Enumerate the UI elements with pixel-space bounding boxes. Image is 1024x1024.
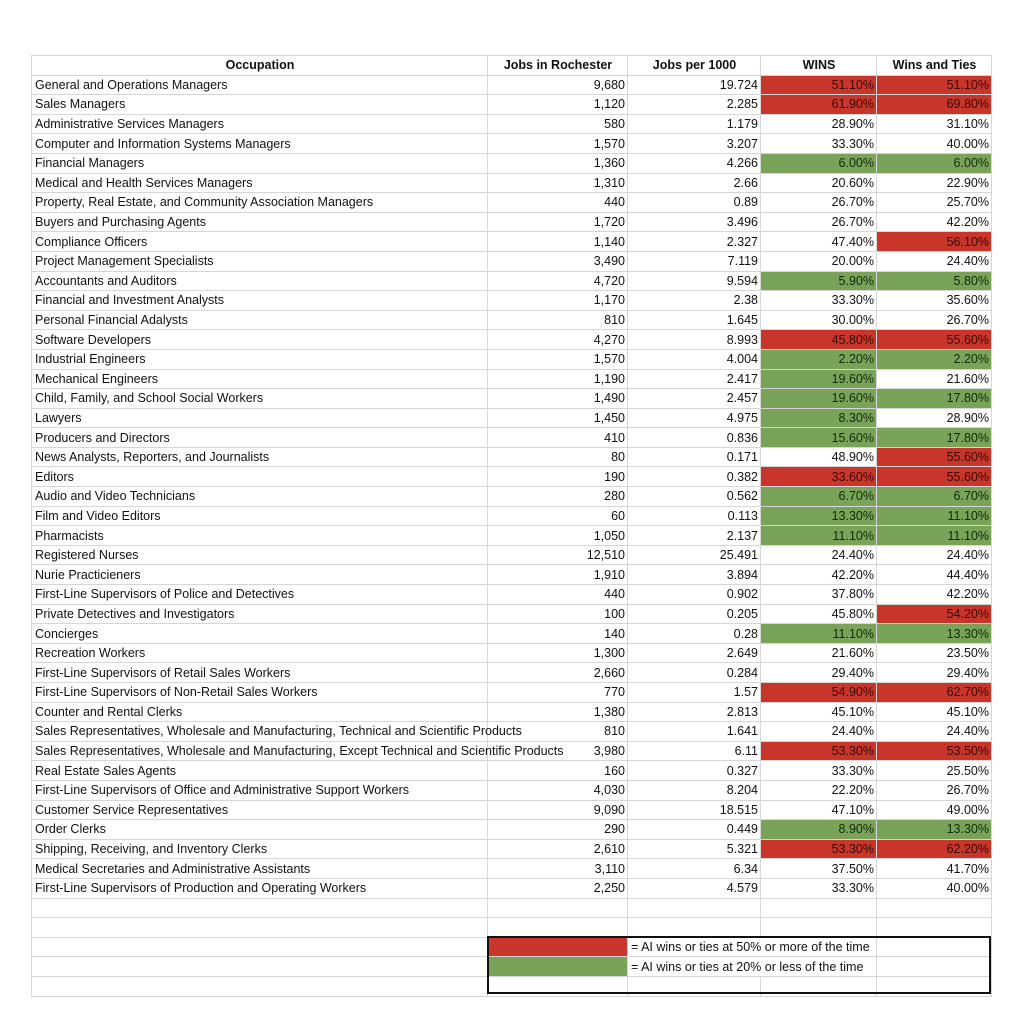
wins-cell[interactable]: 19.60% xyxy=(761,389,877,409)
wins-cell[interactable]: 24.40% xyxy=(761,722,877,742)
empty-cell[interactable] xyxy=(877,937,992,957)
jobs-per-1000-cell[interactable]: 1.645 xyxy=(628,310,761,330)
empty-cell[interactable] xyxy=(761,976,877,996)
table-row xyxy=(32,447,992,467)
jobs-cell[interactable]: 810 xyxy=(488,310,628,330)
wins-cell[interactable]: 29.40% xyxy=(761,663,877,683)
jobs-cell[interactable]: 1,300 xyxy=(488,643,628,663)
empty-cell[interactable] xyxy=(877,918,992,938)
occupation-cell[interactable]: Counter and Rental Clerks xyxy=(32,702,488,722)
table-row xyxy=(32,251,992,271)
occupation-cell[interactable]: Real Estate Sales Agents xyxy=(32,761,488,781)
wins-and-ties-cell[interactable]: 5.80% xyxy=(877,271,992,291)
empty-cell[interactable] xyxy=(761,918,877,938)
occupation-cell[interactable]: Software Developers xyxy=(32,330,488,350)
table-row xyxy=(32,624,992,644)
jobs-per-1000-cell[interactable]: 0.171 xyxy=(628,447,761,467)
occupation-cell[interactable]: First-Line Supervisors of Production and Operating Workers xyxy=(32,878,488,898)
wins-and-ties-cell[interactable]: 21.60% xyxy=(877,369,992,389)
jobs-cell[interactable]: 410 xyxy=(488,428,628,448)
occupation-cell[interactable]: Personal Financial Adalysts xyxy=(32,310,488,330)
occupation-cell[interactable]: Project Management Specialists xyxy=(32,251,488,271)
table-row xyxy=(32,722,992,742)
jobs-per-1000-cell[interactable]: 2.327 xyxy=(628,232,761,252)
jobs-per-1000-cell[interactable]: 0.449 xyxy=(628,820,761,840)
jobs-per-1000-cell[interactable]: 2.649 xyxy=(628,643,761,663)
table-row xyxy=(32,683,992,703)
jobs-cell[interactable]: 4,030 xyxy=(488,780,628,800)
wins-and-ties-cell[interactable]: 17.80% xyxy=(877,389,992,409)
legend-row-red xyxy=(32,937,992,957)
wins-cell[interactable]: 53.30% xyxy=(761,839,877,859)
jobs-cell[interactable]: 140 xyxy=(488,624,628,644)
jobs-cell[interactable]: 80 xyxy=(488,447,628,467)
jobs-cell[interactable]: 12,510 xyxy=(488,545,628,565)
jobs-per-1000-cell[interactable]: 25.491 xyxy=(628,545,761,565)
table-row xyxy=(32,506,992,526)
occupation-cell[interactable]: General and Operations Managers xyxy=(32,75,488,95)
jobs-per-1000-cell[interactable]: 7.119 xyxy=(628,251,761,271)
table-row xyxy=(32,859,992,879)
wins-cell[interactable]: 45.80% xyxy=(761,330,877,350)
legend-swatch-green xyxy=(488,957,628,977)
table-row xyxy=(32,232,992,252)
empty-cell[interactable] xyxy=(628,976,761,996)
occupation-cell[interactable]: Private Detectives and Investigators xyxy=(32,604,488,624)
wins-cell[interactable]: 51.10% xyxy=(761,75,877,95)
table-row xyxy=(32,95,992,115)
jobs-per-1000-cell[interactable]: 1.57 xyxy=(628,683,761,703)
wins-and-ties-cell[interactable]: 13.30% xyxy=(877,624,992,644)
jobs-cell[interactable]: 1,190 xyxy=(488,369,628,389)
empty-cell[interactable] xyxy=(32,976,488,996)
table-row xyxy=(32,134,992,154)
empty-cell[interactable] xyxy=(628,898,761,918)
jobs-cell[interactable]: 2,660 xyxy=(488,663,628,683)
wins-cell[interactable]: 33.30% xyxy=(761,761,877,781)
jobs-cell[interactable]: 4,270 xyxy=(488,330,628,350)
wins-cell[interactable]: 2.20% xyxy=(761,349,877,369)
empty-row xyxy=(32,976,992,996)
jobs-per-1000-cell[interactable]: 0.113 xyxy=(628,506,761,526)
occupation-cell[interactable]: Sales Representatives, Wholesale and Manufacturing, Technical and Scientific Products xyxy=(32,722,488,742)
wins-cell[interactable]: 11.10% xyxy=(761,526,877,546)
spreadsheet xyxy=(31,55,991,997)
jobs-cell[interactable]: 1,910 xyxy=(488,565,628,585)
empty-row xyxy=(32,918,992,938)
table-row xyxy=(32,565,992,585)
wins-and-ties-cell[interactable]: 25.50% xyxy=(877,761,992,781)
jobs-cell[interactable]: 1,120 xyxy=(488,95,628,115)
empty-cell[interactable] xyxy=(32,937,488,957)
header-occupation[interactable]: Occupation xyxy=(32,56,488,76)
jobs-cell[interactable]: 290 xyxy=(488,820,628,840)
wins-cell[interactable]: 61.90% xyxy=(761,95,877,115)
wins-cell[interactable]: 13.30% xyxy=(761,506,877,526)
occupation-cell[interactable]: Financial and Investment Analysts xyxy=(32,291,488,311)
occupation-cell[interactable]: Medical Secretaries and Administrative Assistants xyxy=(32,859,488,879)
jobs-cell[interactable]: 1,450 xyxy=(488,408,628,428)
jobs-per-1000-cell[interactable]: 2.285 xyxy=(628,95,761,115)
jobs-per-1000-cell[interactable]: 3.894 xyxy=(628,565,761,585)
jobs-cell[interactable]: 1,720 xyxy=(488,212,628,232)
table-row xyxy=(32,702,992,722)
jobs-cell[interactable]: 280 xyxy=(488,487,628,507)
jobs-cell[interactable]: 2,250 xyxy=(488,878,628,898)
wins-and-ties-cell[interactable]: 11.10% xyxy=(877,506,992,526)
wins-and-ties-cell[interactable]: 49.00% xyxy=(877,800,992,820)
occupation-cell[interactable]: Film and Video Editors xyxy=(32,506,488,526)
occupation-cell[interactable]: Administrative Services Managers xyxy=(32,114,488,134)
empty-cell[interactable] xyxy=(488,898,628,918)
table-row xyxy=(32,643,992,663)
table-row xyxy=(32,467,992,487)
jobs-per-1000-cell[interactable]: 6.34 xyxy=(628,859,761,879)
table-row xyxy=(32,663,992,683)
jobs-per-1000-cell[interactable]: 6.11 xyxy=(628,741,761,761)
wins-cell[interactable]: 42.20% xyxy=(761,565,877,585)
jobs-cell[interactable]: 770 xyxy=(488,683,628,703)
table-row xyxy=(32,310,992,330)
wins-cell[interactable]: 20.00% xyxy=(761,251,877,271)
jobs-cell[interactable]: 9,680 xyxy=(488,75,628,95)
wins-cell[interactable]: 47.10% xyxy=(761,800,877,820)
table-row xyxy=(32,212,992,232)
table-body xyxy=(32,75,992,898)
jobs-cell[interactable]: 1,570 xyxy=(488,134,628,154)
occupation-cell[interactable]: Buyers and Purchasing Agents xyxy=(32,212,488,232)
occupation-cell[interactable]: Concierges xyxy=(32,624,488,644)
table-row xyxy=(32,604,992,624)
wins-cell[interactable]: 37.50% xyxy=(761,859,877,879)
wins-and-ties-cell[interactable]: 25.70% xyxy=(877,193,992,213)
wins-cell[interactable]: 6.00% xyxy=(761,153,877,173)
occupation-cell[interactable]: Customer Service Representatives xyxy=(32,800,488,820)
occupation-cell[interactable]: Property, Real Estate, and Community Association Managers xyxy=(32,193,488,213)
table-row xyxy=(32,487,992,507)
jobs-per-1000-cell[interactable]: 18.515 xyxy=(628,800,761,820)
wins-and-ties-cell[interactable]: 24.40% xyxy=(877,722,992,742)
jobs-cell[interactable]: 3,110 xyxy=(488,859,628,879)
table-row xyxy=(32,761,992,781)
wins-and-ties-cell[interactable]: 56.10% xyxy=(877,232,992,252)
empty-cell[interactable] xyxy=(488,976,628,996)
wins-and-ties-cell[interactable]: 69.80% xyxy=(877,95,992,115)
wins-and-ties-cell[interactable]: 45.10% xyxy=(877,702,992,722)
wins-cell[interactable]: 33.30% xyxy=(761,134,877,154)
wins-cell[interactable]: 37.80% xyxy=(761,585,877,605)
table-row xyxy=(32,839,992,859)
jobs-cell[interactable]: 1,360 xyxy=(488,153,628,173)
jobs-per-1000-cell[interactable]: 0.205 xyxy=(628,604,761,624)
wins-and-ties-cell[interactable]: 40.00% xyxy=(877,134,992,154)
wins-and-ties-cell[interactable]: 24.40% xyxy=(877,545,992,565)
header-wins-and-ties[interactable]: Wins and Ties xyxy=(877,56,992,76)
wins-cell[interactable]: 15.60% xyxy=(761,428,877,448)
jobs-per-1000-cell[interactable]: 0.902 xyxy=(628,585,761,605)
wins-and-ties-cell[interactable]: 42.20% xyxy=(877,585,992,605)
wins-and-ties-cell[interactable]: 31.10% xyxy=(877,114,992,134)
occupation-table xyxy=(31,55,992,997)
wins-cell[interactable]: 8.90% xyxy=(761,820,877,840)
table-row xyxy=(32,173,992,193)
wins-and-ties-cell[interactable]: 62.20% xyxy=(877,839,992,859)
wins-and-ties-cell[interactable]: 28.90% xyxy=(877,408,992,428)
wins-cell[interactable]: 33.30% xyxy=(761,291,877,311)
wins-and-ties-cell[interactable]: 13.30% xyxy=(877,820,992,840)
wins-and-ties-cell[interactable]: 42.20% xyxy=(877,212,992,232)
table-row xyxy=(32,780,992,800)
legend-row-green xyxy=(32,957,992,977)
wins-cell[interactable]: 6.70% xyxy=(761,487,877,507)
jobs-cell[interactable]: 9,090 xyxy=(488,800,628,820)
occupation-cell[interactable]: Shipping, Receiving, and Inventory Clerks xyxy=(32,839,488,859)
jobs-per-1000-cell[interactable]: 3.496 xyxy=(628,212,761,232)
jobs-per-1000-cell[interactable]: 8.204 xyxy=(628,780,761,800)
wins-cell[interactable]: 8.30% xyxy=(761,408,877,428)
jobs-per-1000-cell[interactable]: 2.137 xyxy=(628,526,761,546)
wins-and-ties-cell[interactable]: 24.40% xyxy=(877,251,992,271)
table-row xyxy=(32,526,992,546)
occupation-cell[interactable]: Pharmacists xyxy=(32,526,488,546)
occupation-cell[interactable]: Nurie Practicieners xyxy=(32,565,488,585)
table-row xyxy=(32,878,992,898)
jobs-per-1000-cell[interactable]: 0.28 xyxy=(628,624,761,644)
occupation-cell[interactable]: Sales Representatives, Wholesale and Manufacturing, Except Technical and Scientific Products xyxy=(32,741,488,761)
wins-cell[interactable]: 21.60% xyxy=(761,643,877,663)
table-row xyxy=(32,271,992,291)
jobs-per-1000-cell[interactable]: 1.641 xyxy=(628,722,761,742)
wins-and-ties-cell[interactable]: 26.70% xyxy=(877,310,992,330)
jobs-cell[interactable]: 440 xyxy=(488,585,628,605)
jobs-cell[interactable]: 1,570 xyxy=(488,349,628,369)
occupation-cell[interactable]: Lawyers xyxy=(32,408,488,428)
table-row xyxy=(32,291,992,311)
table-row xyxy=(32,153,992,173)
empty-cell[interactable] xyxy=(761,898,877,918)
jobs-per-1000-cell[interactable]: 0.382 xyxy=(628,467,761,487)
header-jobs-per-1000[interactable]: Jobs per 1000 xyxy=(628,56,761,76)
wins-cell[interactable]: 26.70% xyxy=(761,193,877,213)
jobs-cell[interactable]: 1,050 xyxy=(488,526,628,546)
legend-swatch-red xyxy=(488,937,628,957)
jobs-per-1000-cell[interactable]: 0.89 xyxy=(628,193,761,213)
wins-cell[interactable]: 45.10% xyxy=(761,702,877,722)
table-row xyxy=(32,75,992,95)
empty-cell[interactable] xyxy=(628,918,761,938)
wins-cell[interactable]: 20.60% xyxy=(761,173,877,193)
table-row xyxy=(32,820,992,840)
occupation-cell[interactable]: Recreation Workers xyxy=(32,643,488,663)
wins-and-ties-cell[interactable]: 54.20% xyxy=(877,604,992,624)
wins-and-ties-cell[interactable]: 23.50% xyxy=(877,643,992,663)
occupation-cell[interactable]: Registered Nurses xyxy=(32,545,488,565)
wins-and-ties-cell[interactable]: 17.80% xyxy=(877,428,992,448)
jobs-per-1000-cell[interactable]: 3.207 xyxy=(628,134,761,154)
table-row xyxy=(32,585,992,605)
jobs-per-1000-cell[interactable]: 2.417 xyxy=(628,369,761,389)
jobs-cell[interactable]: 60 xyxy=(488,506,628,526)
wins-and-ties-cell[interactable]: 41.70% xyxy=(877,859,992,879)
wins-and-ties-cell[interactable]: 55.60% xyxy=(877,467,992,487)
wins-and-ties-cell[interactable]: 6.00% xyxy=(877,153,992,173)
legend-label-green: = AI wins or ties at 20% or less of the time xyxy=(628,957,877,977)
jobs-per-1000-cell[interactable]: 19.724 xyxy=(628,75,761,95)
wins-and-ties-cell[interactable]: 62.70% xyxy=(877,683,992,703)
table-tail xyxy=(32,898,992,996)
wins-and-ties-cell[interactable]: 11.10% xyxy=(877,526,992,546)
jobs-per-1000-cell[interactable]: 2.457 xyxy=(628,389,761,409)
wins-and-ties-cell[interactable]: 22.90% xyxy=(877,173,992,193)
wins-and-ties-cell[interactable]: 35.60% xyxy=(877,291,992,311)
wins-and-ties-cell[interactable]: 26.70% xyxy=(877,780,992,800)
jobs-per-1000-cell[interactable]: 4.004 xyxy=(628,349,761,369)
empty-row xyxy=(32,898,992,918)
empty-cell[interactable] xyxy=(32,898,488,918)
jobs-per-1000-cell[interactable]: 0.836 xyxy=(628,428,761,448)
jobs-per-1000-cell[interactable]: 4.975 xyxy=(628,408,761,428)
jobs-per-1000-cell[interactable]: 9.594 xyxy=(628,271,761,291)
wins-cell[interactable]: 33.60% xyxy=(761,467,877,487)
wins-and-ties-cell[interactable]: 51.10% xyxy=(877,75,992,95)
table-row xyxy=(32,330,992,350)
jobs-per-1000-cell[interactable]: 0.327 xyxy=(628,761,761,781)
jobs-cell[interactable]: 440 xyxy=(488,193,628,213)
wins-and-ties-cell[interactable]: 6.70% xyxy=(877,487,992,507)
header-jobs-in-rochester[interactable]: Jobs in Rochester xyxy=(488,56,628,76)
jobs-cell[interactable]: 160 xyxy=(488,761,628,781)
wins-cell[interactable]: 19.60% xyxy=(761,369,877,389)
wins-cell[interactable]: 11.10% xyxy=(761,624,877,644)
wins-cell[interactable]: 53.30% xyxy=(761,741,877,761)
wins-cell[interactable]: 30.00% xyxy=(761,310,877,330)
jobs-per-1000-cell[interactable]: 5.321 xyxy=(628,839,761,859)
table-row xyxy=(32,408,992,428)
wins-and-ties-cell[interactable]: 40.00% xyxy=(877,878,992,898)
occupation-cell[interactable]: Child, Family, and School Social Workers xyxy=(32,389,488,409)
jobs-cell[interactable]: 1,140 xyxy=(488,232,628,252)
occupation-cell[interactable]: Audio and Video Technicians xyxy=(32,487,488,507)
jobs-cell[interactable]: 1,380 xyxy=(488,702,628,722)
wins-and-ties-cell[interactable]: 2.20% xyxy=(877,349,992,369)
wins-cell[interactable]: 54.90% xyxy=(761,683,877,703)
wins-and-ties-cell[interactable]: 55.60% xyxy=(877,330,992,350)
occupation-cell[interactable]: Editors xyxy=(32,467,488,487)
occupation-cell[interactable]: Financial Managers xyxy=(32,153,488,173)
occupation-cell[interactable]: First-Line Supervisors of Office and Administrative Support Workers xyxy=(32,780,488,800)
jobs-per-1000-cell[interactable]: 0.284 xyxy=(628,663,761,683)
wins-cell[interactable]: 26.70% xyxy=(761,212,877,232)
wins-and-ties-cell[interactable]: 29.40% xyxy=(877,663,992,683)
jobs-cell[interactable]: 1,310 xyxy=(488,173,628,193)
empty-cell[interactable] xyxy=(32,918,488,938)
wins-cell[interactable]: 47.40% xyxy=(761,232,877,252)
table-row xyxy=(32,114,992,134)
jobs-cell[interactable]: 2,610 xyxy=(488,839,628,859)
empty-cell[interactable] xyxy=(877,898,992,918)
table-row xyxy=(32,800,992,820)
wins-and-ties-cell[interactable]: 53.50% xyxy=(877,741,992,761)
jobs-cell[interactable]: 580 xyxy=(488,114,628,134)
jobs-per-1000-cell[interactable]: 0.562 xyxy=(628,487,761,507)
empty-cell[interactable] xyxy=(488,918,628,938)
occupation-cell[interactable]: News Analysts, Reporters, and Journalists xyxy=(32,447,488,467)
jobs-per-1000-cell[interactable]: 2.66 xyxy=(628,173,761,193)
occupation-cell[interactable]: Accountants and Auditors xyxy=(32,271,488,291)
empty-cell[interactable] xyxy=(32,957,488,977)
table-row xyxy=(32,545,992,565)
wins-cell[interactable]: 24.40% xyxy=(761,545,877,565)
jobs-per-1000-cell[interactable]: 4.579 xyxy=(628,878,761,898)
occupation-cell[interactable]: First-Line Supervisors of Retail Sales Workers xyxy=(32,663,488,683)
jobs-cell[interactable]: 190 xyxy=(488,467,628,487)
wins-cell[interactable]: 45.80% xyxy=(761,604,877,624)
jobs-cell[interactable]: 1,490 xyxy=(488,389,628,409)
occupation-cell[interactable]: Medical and Health Services Managers xyxy=(32,173,488,193)
wins-and-ties-cell[interactable]: 55.60% xyxy=(877,447,992,467)
empty-cell[interactable] xyxy=(877,957,992,977)
table-row xyxy=(32,428,992,448)
jobs-per-1000-cell[interactable]: 4.266 xyxy=(628,153,761,173)
occupation-cell[interactable]: Order Clerks xyxy=(32,820,488,840)
occupation-cell[interactable]: Industrial Engineers xyxy=(32,349,488,369)
header-wins[interactable]: WINS xyxy=(761,56,877,76)
jobs-cell[interactable]: 810 xyxy=(488,722,628,742)
header-row xyxy=(32,56,992,76)
jobs-per-1000-cell[interactable]: 2.38 xyxy=(628,291,761,311)
jobs-per-1000-cell[interactable]: 1.179 xyxy=(628,114,761,134)
table-row xyxy=(32,389,992,409)
wins-and-ties-cell[interactable]: 44.40% xyxy=(877,565,992,585)
occupation-cell[interactable]: Producers and Directors xyxy=(32,428,488,448)
jobs-per-1000-cell[interactable]: 2.813 xyxy=(628,702,761,722)
jobs-per-1000-cell[interactable]: 8.993 xyxy=(628,330,761,350)
occupation-cell[interactable]: Sales Managers xyxy=(32,95,488,115)
wins-cell[interactable]: 48.90% xyxy=(761,447,877,467)
table-row xyxy=(32,741,992,761)
table-row xyxy=(32,369,992,389)
occupation-cell[interactable]: First-Line Supervisors of Non-Retail Sales Workers xyxy=(32,683,488,703)
table-row xyxy=(32,349,992,369)
table-row xyxy=(32,193,992,213)
occupation-cell[interactable]: Mechanical Engineers xyxy=(32,369,488,389)
jobs-cell[interactable]: 3,980 xyxy=(488,741,628,761)
empty-cell[interactable] xyxy=(877,976,992,996)
jobs-cell[interactable]: 1,170 xyxy=(488,291,628,311)
wins-cell[interactable]: 5.90% xyxy=(761,271,877,291)
occupation-cell[interactable]: Compliance Officers xyxy=(32,232,488,252)
occupation-cell[interactable]: First-Line Supervisors of Police and Detectives xyxy=(32,585,488,605)
occupation-cell[interactable]: Computer and Information Systems Managers xyxy=(32,134,488,154)
jobs-cell[interactable]: 3,490 xyxy=(488,251,628,271)
jobs-cell[interactable]: 4,720 xyxy=(488,271,628,291)
wins-cell[interactable]: 22.20% xyxy=(761,780,877,800)
jobs-cell[interactable]: 100 xyxy=(488,604,628,624)
wins-cell[interactable]: 28.90% xyxy=(761,114,877,134)
wins-cell[interactable]: 33.30% xyxy=(761,878,877,898)
legend-label-red: = AI wins or ties at 50% or more of the time xyxy=(628,937,877,957)
